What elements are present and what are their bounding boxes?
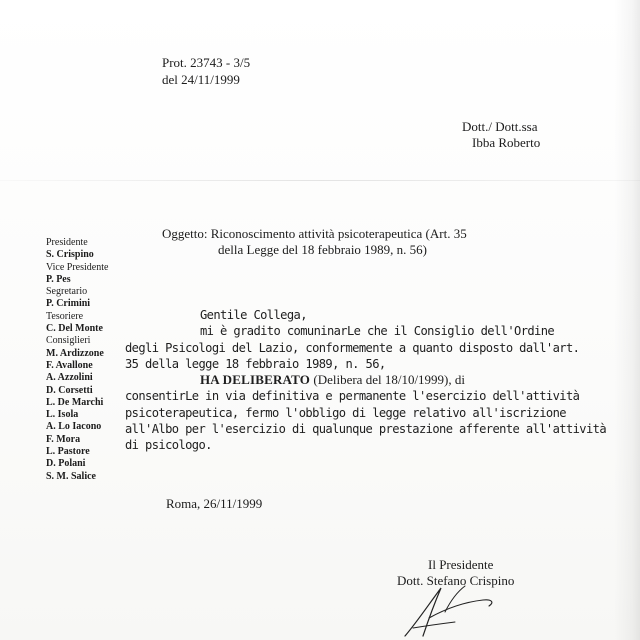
council-member: P. Pes: [46, 273, 71, 285]
recipient-block: [462, 119, 540, 151]
letter-body: [125, 307, 606, 454]
body-line: di psicologo.: [125, 438, 212, 453]
protocol-block: [162, 54, 250, 88]
recipient-title: Dott./ Dott.ssa: [462, 119, 538, 134]
council-role: Vice Presidente: [46, 261, 109, 273]
council-role: Presidente: [46, 237, 88, 248]
handwritten-signature: [395, 578, 515, 640]
protocol-date: del 24/11/1999: [162, 72, 240, 87]
body-line: psicoterapeutica, fermo l'obbligo di legge relativo all'iscrizione: [125, 405, 566, 420]
place-date: Roma, 26/11/1999: [166, 496, 263, 511]
council-role: Consiglieri: [46, 335, 91, 347]
signer-title: Il Presidente: [428, 557, 494, 572]
deliberation-line: [125, 372, 606, 388]
council-member: M. Ardizzone: [46, 347, 104, 359]
body-line: mi è gradito comuninarLe che il Consiglio dell'Ordine: [200, 324, 555, 339]
council-member: F. Mora: [46, 433, 81, 445]
council-role: Segretario: [46, 286, 88, 298]
subject-line: della Legge del 18 febbraio 1989, n. 56): [218, 242, 428, 257]
council-member: L. Isola: [46, 409, 79, 421]
paper-fold-line: [0, 180, 640, 181]
council-member: L. De Marchi: [46, 396, 104, 408]
protocol-number: Prot. 23743 - 3/5: [162, 55, 251, 70]
body-line: 35 della legge 18 febbraio 1989, n. 56,: [125, 356, 386, 371]
council-member: D. Corsetti: [46, 384, 93, 396]
council-member: P. Crimini: [46, 298, 91, 310]
signer-name: Dott. Stefano Crispino: [397, 573, 515, 588]
body-line: degli Psicologi del Lazio, conformemente a quanto disposto dall'art.: [125, 340, 580, 355]
council-member: A. Lo Iacono: [46, 421, 102, 433]
subject-block: [162, 226, 467, 258]
scan-edge-shadow: [614, 0, 640, 640]
council-member: S. M. Salice: [46, 470, 96, 482]
council-role: Tesoriere: [46, 310, 84, 322]
council-member: S. Crispino: [46, 249, 94, 261]
subject-line: Oggetto: Riconoscimento attività psicoterapeutica (Art. 35: [162, 226, 467, 241]
council-member: F. Avallone: [46, 359, 93, 371]
recipient-name: Ibba Roberto: [472, 135, 541, 150]
council-member: A. Azzolini: [46, 372, 93, 384]
greeting: Gentile Collega,: [200, 308, 307, 322]
body-line: consentirLe in via definitiva e permanente l'esercizio dell'attività: [125, 389, 580, 404]
council-member: D. Polani: [46, 458, 86, 470]
deliberation-detail: (Delibera del 18/10/1999), di: [310, 372, 466, 388]
council-member: C. Del Monte: [46, 323, 103, 335]
council-member: L. Pastore: [46, 446, 90, 458]
body-line: all'Albo per l'esercizio di qualunque prestazione afferente all'attività: [125, 422, 607, 437]
deliberation-bold: HA DELIBERATO: [200, 372, 311, 388]
